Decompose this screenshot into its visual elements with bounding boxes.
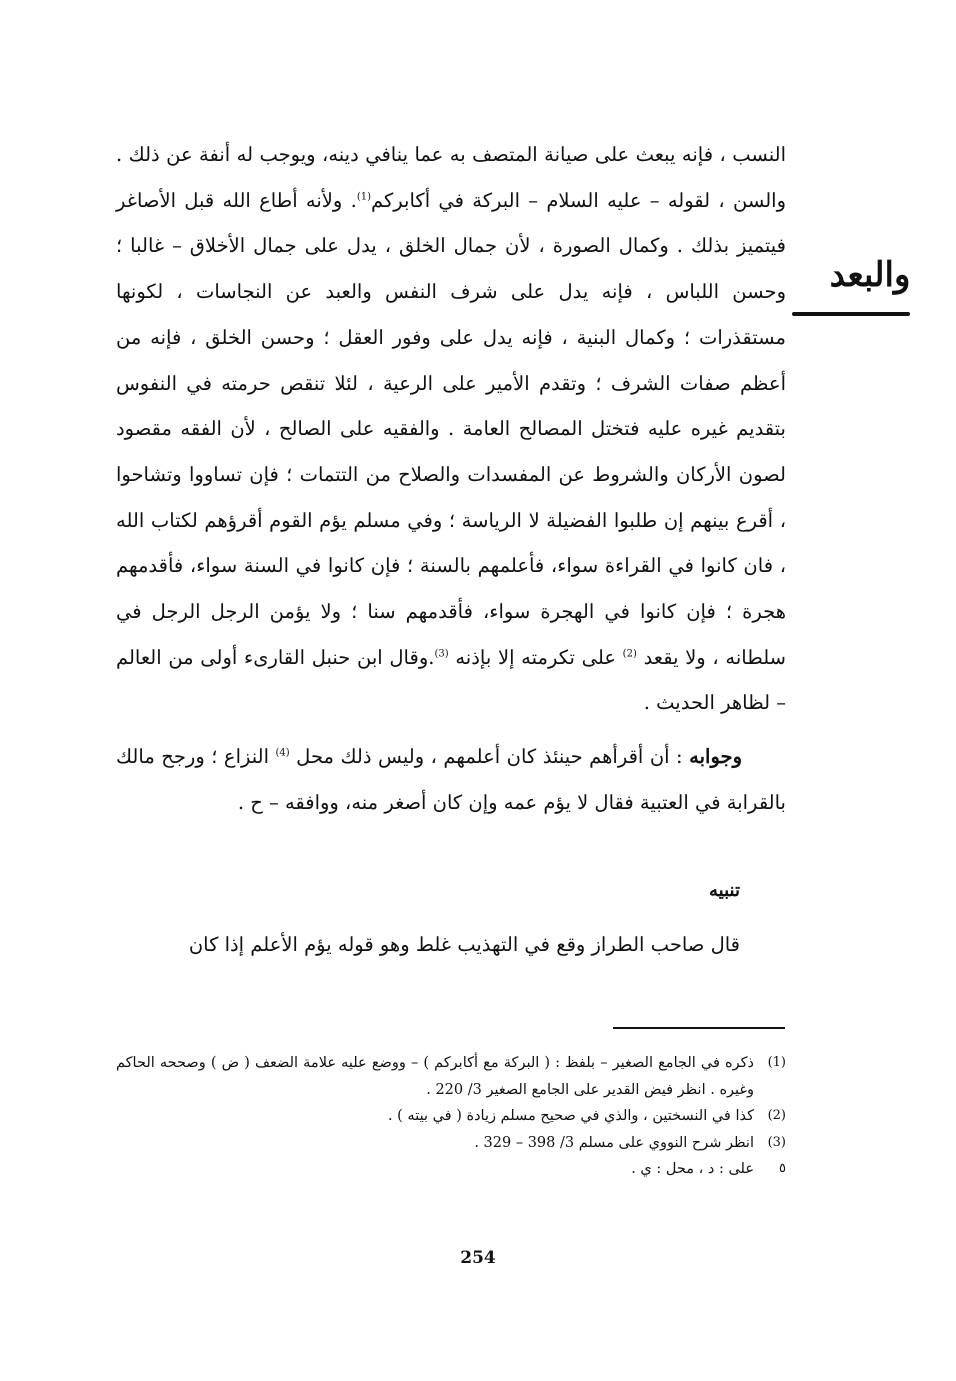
footnote: [116, 1050, 786, 1103]
footnote-text: ذكره في الجامع الصغير – بلفظ : ( البركة مع أكابركم ) – ووضع عليه علامة الضعف ( ض ) وصححه الحاكم وغيره . انظر فيض القدير على الجامع الصغير 3/ 220 .: [116, 1055, 754, 1098]
footnote-number: (1): [767, 1055, 786, 1070]
footnote-text: انظر شرح النووي على مسلم 3/ 398 – 329 .: [474, 1134, 754, 1151]
margin-annotation: والبعد: [829, 255, 911, 295]
footnote-number: (3): [767, 1134, 786, 1150]
main-text: [116, 132, 786, 826]
footnote: [116, 1130, 786, 1157]
footnote-text: على : د ، محل : ي .: [631, 1161, 754, 1177]
paragraph-1: [116, 132, 786, 726]
footnote-ref-1[interactable]: (1): [356, 191, 372, 203]
footnotes: [116, 1050, 786, 1183]
margin-underline: [792, 312, 910, 316]
paragraph-1-part-4: .وقال ابن حنبل القارىء أولى من العالم – لظاهر الحديث .: [116, 645, 786, 715]
page-number: 254: [460, 1248, 496, 1268]
paragraph-2-part-2: النزاع ؛ ورجح مالك بالقرابة في العتبية فقال لا يؤم عمه وإن كان أصغر منه، ووافقه – ح .: [116, 745, 786, 814]
footnote: [116, 1156, 786, 1183]
footnote-text: كذا في النسختين ، والذي في صحيح مسلم زيادة ( في بيته ) .: [387, 1108, 754, 1124]
footnote-number: (2): [767, 1108, 786, 1123]
answer-lead: وجوابه: [689, 745, 742, 769]
footnote-separator: [613, 1027, 785, 1029]
footnote-ref-2[interactable]: (2): [622, 648, 637, 660]
footnote-number: ٥: [779, 1161, 786, 1176]
note-heading: تنبيه: [709, 880, 740, 901]
footnote: [116, 1103, 786, 1130]
paragraph-2-part-1: : أن أقرأهم حينئذ كان أعلمهم ، وليس ذلك محل: [296, 745, 683, 769]
note-text: قال صاحب الطراز وقع في التهذيب غلط وهو قوله يؤم الأعلم إذا كان: [188, 933, 740, 956]
paragraph-1-part-2: . ولأنه أطاع الله قبل الأصاغر فيتميز بذلك . وكمال الصورة ، لأن جمال الخلق ، يدل على جمال الأخلاق – غالبا ؛ وحسن اللباس ، فإنه يدل على شرف النفس والعبد عن النجاسات ، لكونها مستقذرات ؛ وكمال البنية ، فإنه يدل على وفور العقل ؛ وحسن الخلق ، فإنه من أعظم صفات الشرف ؛ وتقدم الأمير على الرعية ، لئلا تنقص حرمته في النفوس بتقديم غيره عليه فتختل المصالح العامة . والفقيه على الصالح ، لأن الفقه مقصود لصون الأركان والشروط عن المفسدات والصلاح من التتمات ؛ فإن تساووا وتشاحوا ، أقرع بينهم إن طلبوا الفضيلة لا الرياسة ؛ وفي مسلم يؤم القوم أقرؤهم لكتاب الله ، فان كانوا في القراءة سواء، فأعلمهم بالسنة ؛ فإن كانوا في السنة سواء، فأقدمهم هجرة ؛ فإن كانوا في الهجرة سواء، فأقدمهم سنا ؛ ولا يؤمن الرجل الرجل في سلطانه ، ولا يقعد: [116, 188, 787, 669]
footnote-ref-4[interactable]: (4): [275, 747, 290, 759]
paragraph-1-part-1: النسب ، فإنه يبعث على صيانة المتصف به عما ينافي دينه، ويوجب له أنفة عن ذلك . والسن ، لقوله – عليه السلام – البركة في أكابركم: [116, 143, 786, 212]
paragraph-2: [116, 734, 786, 825]
paragraph-1-part-3: على تكرمته إلا بإذنه: [455, 645, 616, 669]
footnote-ref-3[interactable]: (3): [434, 648, 449, 660]
